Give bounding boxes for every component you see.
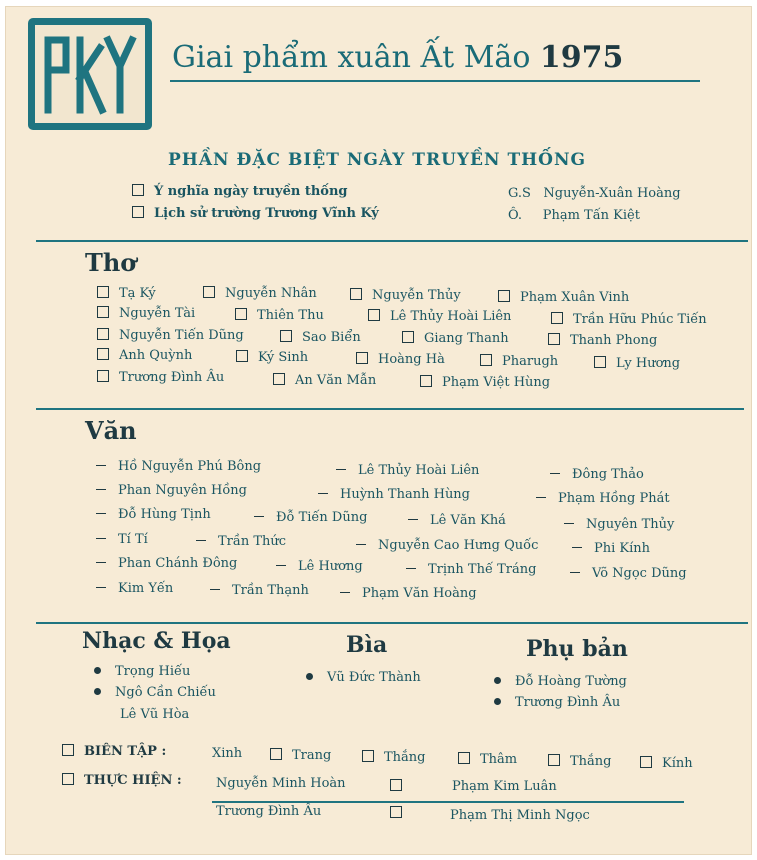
checkbox-icon — [390, 779, 402, 791]
checkbox-icon — [551, 312, 563, 324]
list-item: Anh Quỳnh — [97, 348, 192, 363]
checkbox-icon — [548, 333, 560, 345]
checkbox-icon — [594, 356, 606, 368]
list-item: Trương Đình Âu — [216, 804, 322, 819]
special-author — [508, 208, 640, 223]
list-item: Đỗ Tiến Dũng — [254, 510, 367, 525]
list-item: Giang Thanh — [402, 331, 509, 346]
list-item: Xinh — [212, 746, 243, 761]
list-item: Lê Thủy Hoài Liên — [368, 309, 511, 324]
page-title — [172, 40, 623, 75]
section-divider — [36, 622, 748, 624]
checkbox-icon — [350, 288, 362, 300]
list-item: Trịnh Thế Tráng — [406, 562, 536, 577]
author-name: Phạm Tấn Kiệt — [542, 208, 640, 223]
list-item: Phan Nguyên Hồng — [96, 483, 247, 498]
list-item: Phạm Kim Luân — [452, 779, 557, 794]
thuc-hien-label: THỰC HIỆN : — [62, 773, 182, 788]
dash-icon — [340, 592, 350, 594]
list-item: Nguyễn Thủy — [350, 288, 461, 303]
special-item-title: Ý nghĩa ngày truyền thống — [154, 184, 348, 199]
checkbox-icon — [97, 328, 109, 340]
dash-icon — [96, 513, 106, 515]
section-divider — [36, 408, 744, 410]
list-item — [390, 779, 412, 794]
list-item: Trương Đình Âu — [97, 370, 224, 385]
pky-monogram-icon — [28, 18, 152, 130]
section-divider — [36, 240, 748, 242]
list-item: Tí Tí — [96, 532, 148, 547]
checkbox-icon — [97, 370, 109, 382]
list-item: Trần Hữu Phúc Tiến — [551, 312, 707, 327]
dash-icon — [96, 489, 106, 491]
checkbox-icon — [390, 806, 402, 818]
author-role: G.S — [508, 186, 531, 201]
checkbox-icon — [132, 184, 144, 196]
list-item: Phạm Thị Minh Ngọc — [450, 808, 590, 823]
list-item: Ký Sinh — [236, 350, 308, 365]
special-author — [508, 186, 681, 201]
list-item — [390, 806, 412, 821]
bullet-icon — [494, 698, 501, 705]
checkbox-icon — [498, 290, 510, 302]
list-item: Thanh Phong — [548, 333, 657, 348]
list-item: Phạm Văn Hoàng — [340, 586, 477, 601]
checkbox-icon — [640, 756, 652, 768]
van-heading: Văn — [85, 416, 137, 445]
dash-icon — [570, 572, 580, 574]
list-item: Phạm Việt Hùng — [420, 375, 550, 390]
checkbox-icon — [97, 348, 109, 360]
list-item: Huỳnh Thanh Hùng — [318, 487, 470, 502]
author-role: Ô. — [508, 208, 523, 223]
dash-icon — [356, 544, 366, 546]
list-item: Phạm Hồng Phát — [536, 491, 670, 506]
list-item: Trang — [270, 748, 331, 763]
checkbox-icon — [356, 352, 368, 364]
list-item: Trần Thạnh — [210, 583, 309, 598]
checkbox-icon — [280, 330, 292, 342]
checkbox-icon — [458, 752, 470, 764]
list-item: Võ Ngọc Dũng — [570, 566, 687, 581]
list-item: Tạ Ký — [97, 286, 156, 301]
checkbox-icon — [203, 286, 215, 298]
dash-icon — [210, 589, 220, 591]
checkbox-icon — [402, 331, 414, 343]
list-item: Nguyễn Cao Hưng Quốc — [356, 538, 538, 553]
list-item: Trọng Hiếu — [94, 664, 190, 679]
list-item: Lê Thủy Hoài Liên — [336, 463, 479, 478]
list-item: Thắng — [548, 754, 612, 769]
phu-ban-heading: Phụ bản — [526, 636, 628, 662]
special-heading: PHẦN ĐẶC BIỆT NGÀY TRUYỀN THỐNG — [168, 150, 587, 170]
dash-icon — [96, 538, 106, 540]
checkbox-icon — [236, 350, 248, 362]
nhac-hoa-heading: Nhạc & Họa — [82, 628, 231, 654]
dash-icon — [276, 565, 286, 567]
dash-icon — [564, 523, 574, 525]
dash-icon — [572, 547, 582, 549]
dash-icon — [408, 519, 418, 521]
list-item: Trần Thức — [196, 534, 286, 549]
bia-heading: Bìa — [346, 632, 388, 658]
checkbox-icon — [62, 744, 74, 756]
list-item: Pharugh — [480, 354, 558, 369]
dash-icon — [96, 587, 106, 589]
special-item-title: Lịch sử trường Trương Vĩnh Ký — [154, 206, 379, 221]
dash-icon — [196, 540, 206, 542]
checkbox-icon — [270, 748, 282, 760]
list-item: Lê Vũ Hòa — [120, 707, 190, 722]
list-item: Nguyễn Tài — [97, 306, 195, 321]
dash-icon — [318, 493, 328, 495]
list-item: Kim Yến — [96, 581, 173, 596]
dash-icon — [254, 516, 264, 518]
bullet-icon — [494, 677, 501, 684]
checkbox-icon — [368, 309, 380, 321]
bullet-icon — [306, 673, 313, 680]
title-year: 1975 — [539, 40, 624, 75]
list-item: Hồ Nguyễn Phú Bông — [96, 459, 261, 474]
tho-heading: Thơ — [85, 248, 137, 277]
list-item: Thiên Thu — [235, 308, 324, 323]
list-item: Đỗ Hùng Tịnh — [96, 507, 211, 522]
special-item — [132, 206, 379, 221]
checkbox-icon — [362, 750, 374, 762]
dash-icon — [96, 562, 106, 564]
dash-icon — [406, 568, 416, 570]
list-item: Kính — [640, 756, 693, 771]
dash-icon — [536, 497, 546, 499]
list-item: Sao Biển — [280, 330, 361, 345]
title-text: Giai phẩm xuân Ất Mão — [172, 40, 531, 75]
checkbox-icon — [97, 286, 109, 298]
list-item: Đông Thảo — [550, 467, 644, 482]
list-item: Nguyễn Nhân — [203, 286, 317, 301]
list-item: Thâm — [458, 752, 517, 767]
checkbox-icon — [480, 354, 492, 366]
list-item: Phan Chánh Đông — [96, 556, 237, 571]
checkbox-icon — [62, 773, 74, 785]
title-underline — [170, 80, 700, 82]
checkbox-icon — [132, 206, 144, 218]
list-item: An Văn Mẫn — [273, 373, 376, 388]
list-item: Lê Hương — [276, 559, 363, 574]
list-item: Hoàng Hà — [356, 352, 445, 367]
dash-icon — [550, 473, 560, 475]
list-item: Phi Kính — [572, 541, 650, 556]
list-item: Ngô Cần Chiếu — [94, 685, 216, 700]
dash-icon — [336, 469, 346, 471]
staff-divider — [212, 801, 684, 803]
checkbox-icon — [235, 308, 247, 320]
bullet-icon — [94, 667, 101, 674]
special-item — [132, 184, 348, 199]
list-item: Thắng — [362, 750, 426, 765]
list-item: Trương Đình Âu — [494, 695, 620, 710]
list-item: Vũ Đức Thành — [306, 670, 421, 685]
bullet-icon — [94, 688, 101, 695]
checkbox-icon — [273, 373, 285, 385]
dash-icon — [96, 465, 106, 467]
list-item: Đỗ Hoàng Tường — [494, 674, 627, 689]
checkbox-icon — [420, 375, 432, 387]
checkbox-icon — [97, 306, 109, 318]
checkbox-icon — [548, 754, 560, 766]
bien-tap-label: BIÊN TẬP : — [62, 744, 166, 759]
list-item: Lê Văn Khá — [408, 513, 506, 528]
list-item: Nguyễn Tiến Dũng — [97, 328, 244, 343]
pky-logo — [28, 18, 152, 130]
list-item: Ly Hương — [594, 356, 680, 371]
list-item: Nguyên Thủy — [564, 517, 674, 532]
author-name: Nguyễn-Xuân Hoàng — [543, 186, 681, 201]
list-item: Nguyễn Minh Hoàn — [216, 776, 346, 791]
list-item: Phạm Xuân Vinh — [498, 290, 629, 305]
